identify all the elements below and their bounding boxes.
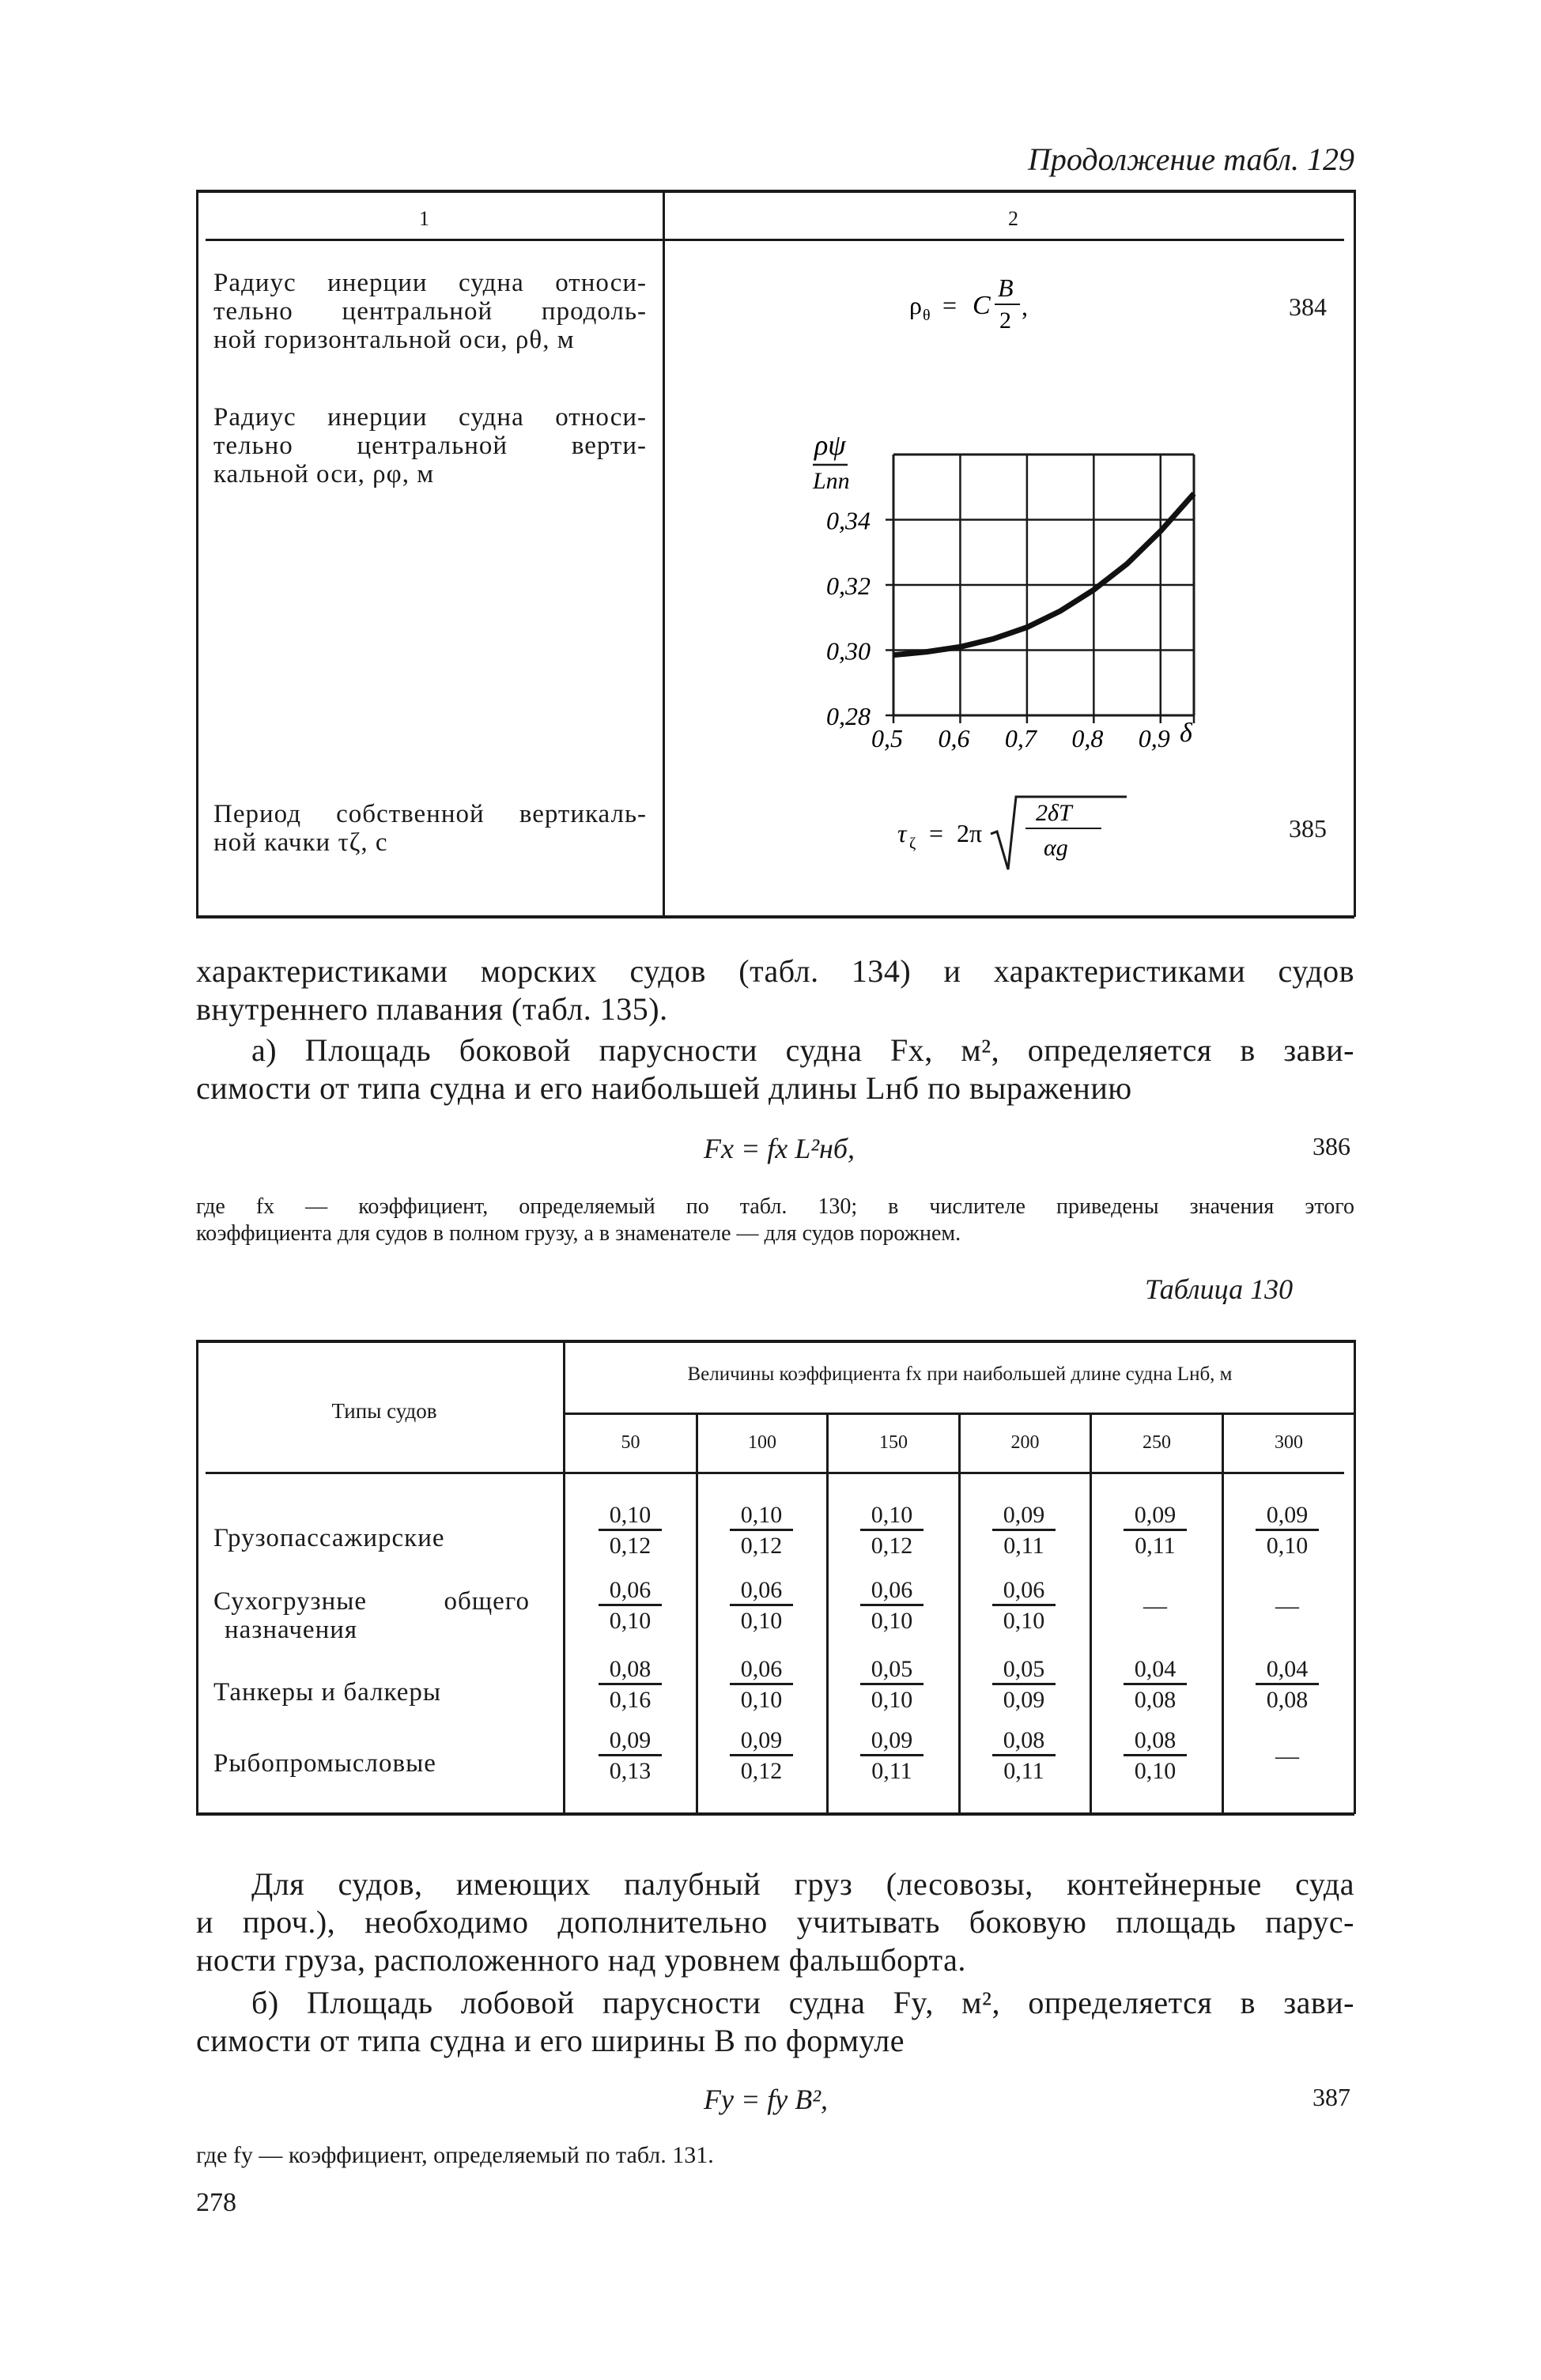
coefficient-fraction: $\frac{0,08}{0,10}$ bbox=[1124, 1727, 1187, 1785]
coefficient-fraction: $\frac{0,09}{0,11}$ bbox=[992, 1502, 1056, 1560]
chart-y-tick-label: 0,30 bbox=[826, 636, 871, 666]
coefficient-fraction: $\frac{0,05}{0,10}$ bbox=[860, 1656, 923, 1714]
coefficient-fraction: $\frac{0,09}{0,11}$ bbox=[1124, 1502, 1187, 1560]
coefficient-fraction: $\frac{0,04}{0,08}$ bbox=[1124, 1656, 1187, 1714]
col-header-length-100: 100 bbox=[748, 1432, 776, 1453]
page-number: 278 bbox=[196, 2188, 236, 2217]
svg-text:=: = bbox=[929, 819, 944, 847]
equation-387: Fy = fy B², bbox=[704, 2084, 829, 2115]
chart-x-tick-label: 0,5 bbox=[871, 724, 903, 751]
row-385-description: Период собственной вертикаль- ной качки τζ, с bbox=[213, 800, 647, 857]
chart-xlabel: δ bbox=[1180, 719, 1192, 748]
coefficient-fraction: $\frac{0,09}{0,12}$ bbox=[730, 1727, 793, 1785]
chart-ylabel-denominator: Lпп bbox=[813, 468, 850, 494]
coefficient-fraction: $\frac{0,06}{0,10}$ bbox=[599, 1577, 662, 1635]
col-header-coefficient: Величины коэффициента fx при наибольшей длине судна Lнб, м bbox=[687, 1364, 1233, 1385]
coefficient-fraction: $\frac{0,05}{0,09}$ bbox=[992, 1656, 1056, 1714]
chart-series-line bbox=[893, 494, 1194, 655]
coefficient-fraction: $\frac{0,10}{0,12}$ bbox=[730, 1502, 793, 1560]
svg-text:2δT: 2δT bbox=[1036, 800, 1072, 826]
row-384-description: Радиус инерции судна относи- тельно центральной продоль- ной горизонтальной оси, ρθ, м bbox=[213, 269, 647, 354]
row-label-fishing: Рыбопромысловые bbox=[213, 1749, 436, 1778]
equation-number-385: 385 bbox=[1289, 814, 1327, 843]
svg-text:,: , bbox=[1022, 292, 1028, 321]
equation-386: Fx = fx L²нб, bbox=[704, 1133, 855, 1164]
chart-y-tick-label: 0,32 bbox=[826, 571, 871, 600]
coefficient-fraction: $\frac{0,10}{0,12}$ bbox=[860, 1502, 923, 1560]
coefficient-empty: — bbox=[1275, 1743, 1299, 1769]
equation-number-387: 387 bbox=[1312, 2083, 1350, 2111]
coefficient-fraction: $\frac{0,06}{0,10}$ bbox=[860, 1577, 923, 1635]
col-header-length-200: 200 bbox=[1010, 1432, 1040, 1453]
coefficient-fraction: $\frac{0,06}{0,10}$ bbox=[730, 1656, 793, 1714]
table-130-title: Таблица 130 bbox=[1145, 1273, 1294, 1305]
col-header-length-250: 250 bbox=[1143, 1432, 1171, 1453]
chart-x-tick-label: 0,8 bbox=[1071, 724, 1104, 751]
svg-text:θ: θ bbox=[923, 307, 931, 324]
svg-text:2π: 2π bbox=[957, 819, 983, 847]
paragraph-4-line-2: симости от типа судна и его ширины B по формуле bbox=[196, 2023, 905, 2058]
coefficient-empty: — bbox=[1143, 1593, 1167, 1619]
col-header-2: 2 bbox=[1008, 207, 1018, 230]
coefficient-fraction: $\frac{0,09}{0,13}$ bbox=[599, 1727, 662, 1785]
note-fx-line-1: где fx — коэффициент, определяемый по табл. 130; в числителе приведены значения этого bbox=[196, 1194, 1354, 1219]
coefficient-fraction: $\frac{0,06}{0,10}$ bbox=[992, 1577, 1056, 1635]
chart-ylabel: ρψ bbox=[814, 429, 846, 461]
svg-text:C: C bbox=[973, 291, 991, 320]
formula-385 bbox=[897, 790, 1158, 877]
coefficient-fraction: $\frac{0,06}{0,10}$ bbox=[730, 1577, 793, 1635]
inertia-radius-chart bbox=[791, 411, 1233, 751]
formula-384 bbox=[909, 265, 1115, 336]
coefficient-fraction: $\frac{0,09}{0,10}$ bbox=[1256, 1502, 1319, 1560]
note-fx-line-2: коэффициента для судов в полном грузу, а в знаменателе — для судов порожнем. bbox=[196, 1221, 961, 1246]
coefficient-fraction: $\frac{0,08}{0,16}$ bbox=[599, 1656, 662, 1714]
chart-y-tick-label: 0,28 bbox=[826, 702, 871, 730]
col-header-length-50: 50 bbox=[621, 1432, 640, 1453]
paragraph-3-line-2: и проч.), необходимо дополнительно учитывать боковую площадь парус- bbox=[196, 1904, 1354, 1940]
col-header-length-150: 150 bbox=[879, 1432, 908, 1453]
coefficient-fraction: $\frac{0,09}{0,11}$ bbox=[860, 1727, 923, 1785]
chart-x-tick-label: 0,9 bbox=[1138, 724, 1170, 751]
svg-text:τ: τ bbox=[897, 819, 907, 847]
svg-text:2: 2 bbox=[999, 307, 1011, 334]
paragraph-2-line-1: а) Площадь боковой парусности судна Fx, м², определяется в зави- bbox=[251, 1032, 1354, 1068]
chart-x-tick-label: 0,7 bbox=[1004, 724, 1037, 751]
row-label-dry-cargo: Сухогрузные общего назначения bbox=[213, 1587, 530, 1644]
equation-number-384: 384 bbox=[1289, 292, 1327, 321]
paragraph-3-line-1: Для судов, имеющих палубный груз (лесовозы, контейнерные суда bbox=[251, 1866, 1354, 1902]
coefficient-fraction: $\frac{0,04}{0,08}$ bbox=[1256, 1656, 1319, 1714]
svg-text:ζ: ζ bbox=[909, 835, 916, 852]
svg-text:=: = bbox=[942, 291, 957, 319]
paragraph-1-line-1: характеристиками морских судов (табл. 134) и характеристиками судов bbox=[196, 953, 1354, 989]
note-fy: где fy — коэффициент, определяемый по табл. 131. bbox=[196, 2142, 714, 2168]
coefficient-fraction: $\frac{0,10}{0,12}$ bbox=[599, 1502, 662, 1560]
paragraph-4-line-1: б) Площадь лобовой парусности судна Fy, м², определяется в зави- bbox=[251, 1985, 1354, 2020]
paragraph-3-line-3: ности груза, расположенного над уровнем фальшборта. bbox=[196, 1942, 966, 1978]
svg-text:ρ: ρ bbox=[909, 291, 922, 319]
col-header-1: 1 bbox=[419, 207, 429, 230]
coefficient-fraction: $\frac{0,08}{0,11}$ bbox=[992, 1727, 1056, 1785]
row-label-cargo-passenger: Грузопассажирские bbox=[213, 1524, 445, 1552]
svg-text:B: B bbox=[998, 273, 1014, 302]
col-header-ship-types: Типы судов bbox=[331, 1399, 437, 1423]
chart-x-tick-label: 0,6 bbox=[938, 724, 970, 751]
equation-number-386: 386 bbox=[1312, 1132, 1350, 1160]
coefficient-empty: — bbox=[1275, 1593, 1299, 1619]
table-continuation-label: Продолжение табл. 129 bbox=[1028, 141, 1355, 177]
col-header-length-300: 300 bbox=[1275, 1432, 1303, 1453]
paragraph-2-line-2: симости от типа судна и его наибольшей длины Lнб по выражению bbox=[196, 1070, 1132, 1106]
chart-y-tick-label: 0,34 bbox=[826, 506, 871, 535]
row-label-tankers: Танкеры и балкеры bbox=[213, 1678, 442, 1707]
svg-text:αg: αg bbox=[1044, 835, 1068, 861]
row-chart-description: Радиус инерции судна относи- тельно центральной верти- кальной оси, ρφ, м bbox=[213, 403, 647, 488]
paragraph-1-line-2: внутреннего плавания (табл. 135). bbox=[196, 991, 668, 1027]
